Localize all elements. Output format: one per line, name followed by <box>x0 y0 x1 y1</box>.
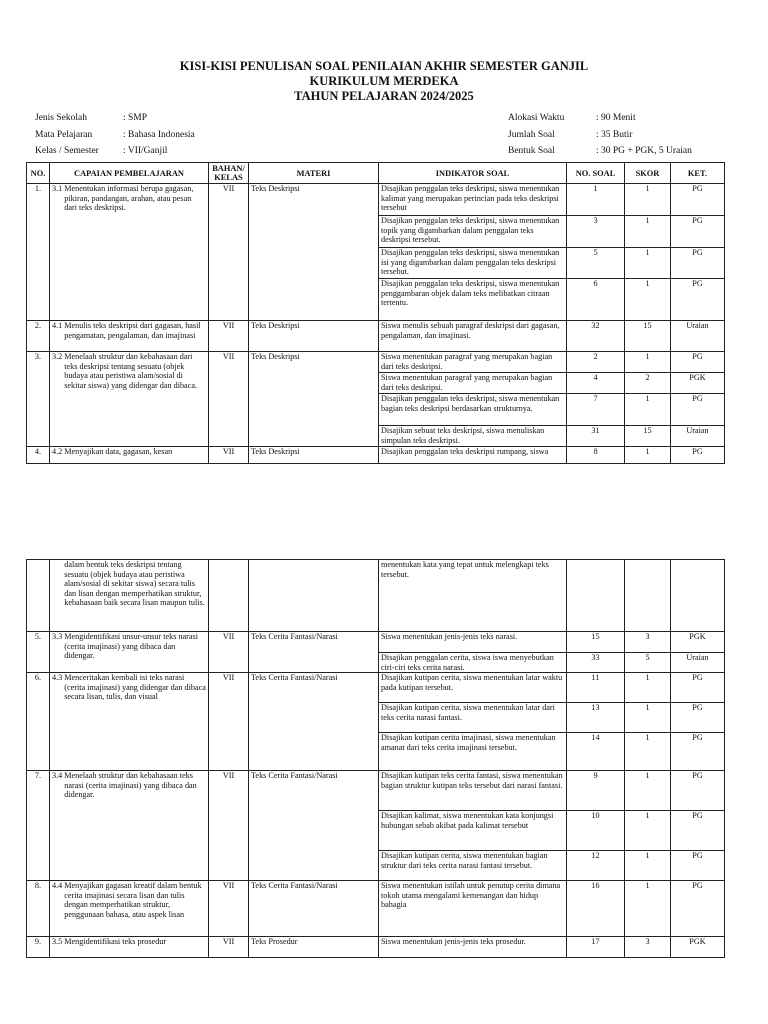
cell-ket: PG <box>671 216 725 248</box>
capaian-text: Mengidentifikasi unsur-unsur teks narasi (cerita imajinasi) yang dibaca dan didengar. <box>64 632 199 661</box>
cell-indikator: menentukan kata yang tepat untuk melengkapi teks tersebut. <box>379 560 567 632</box>
header-bahan-kelas <box>209 163 249 184</box>
cell-indikator: Siswa menentukan paragraf yang merupakan bagian dari teks deskripsi. <box>379 373 567 394</box>
cell-materi: Teks Cerita Fantasi/Narasi <box>249 673 379 771</box>
cell-ket: PG <box>671 733 725 771</box>
cell-ket: Uraian <box>671 321 725 352</box>
cell-kelas: VII <box>209 673 249 771</box>
cell-ket: PG <box>671 703 725 733</box>
info-label-mata-pelajaran: Mata Pelajaran <box>35 130 93 140</box>
table-row <box>27 632 725 653</box>
cell-indikator: Disajikan penggalan teks deskripsi rumpang, siswa <box>379 447 567 464</box>
cell-skor: 1 <box>625 771 671 811</box>
capaian-code: 4.3 <box>52 673 63 683</box>
cell-skor: 1 <box>625 703 671 733</box>
cell-no-soal: 2 <box>567 352 625 373</box>
cell-indikator: Disajikan kutipan teks cerita fantasi, siswa menentukan bagian struktur kutipan teks tersebut dari narasi fantasi. <box>379 771 567 811</box>
cell-kelas: VII <box>209 184 249 321</box>
cell-capaian <box>50 184 209 321</box>
cell-skor: 1 <box>625 851 671 881</box>
capaian-code: 3.1 <box>52 184 63 193</box>
cell-skor: 15 <box>625 426 671 447</box>
cell-indikator: Disajikan sebuat teks deskripsi, siswa menuliskan simpulan teks deskripsi. <box>379 426 567 447</box>
kisi-kisi-table-page1 <box>26 162 725 464</box>
capaian-content <box>52 352 206 390</box>
cell-ket: PG <box>671 279 725 321</box>
cell-skor: 1 <box>625 184 671 216</box>
info-value-bentuk-soal: : 30 PG + PGK, 5 Uraian <box>596 146 692 156</box>
header-no-soal: NO. SOAL <box>567 163 625 184</box>
cell-no: 6. <box>27 673 50 771</box>
cell-capaian <box>50 937 209 958</box>
cell-capaian <box>50 560 209 632</box>
cell-indikator: Disajikan penggalan teks deskripsi, siswa menentukan isi yang digambarkan dalam penggalan teks deskripsi tersebut. <box>379 248 567 279</box>
cell-kelas: VII <box>209 881 249 937</box>
capaian-content <box>52 673 206 702</box>
info-value-alokasi-waktu: : 90 Menit <box>596 113 636 123</box>
cell-kelas: VII <box>209 771 249 881</box>
capaian-code: 4.2 <box>52 447 63 456</box>
header-kelas: KELAS <box>214 173 243 182</box>
capaian-text: Menulis teks deskripsi dari gagasan, hasil pengamatan, pengalaman, dan imajinasi <box>64 321 201 340</box>
cell-no-soal: 12 <box>567 851 625 881</box>
cell-no: 5. <box>27 632 50 673</box>
cell-skor: 5 <box>625 653 671 673</box>
header-ket: KET. <box>671 163 725 184</box>
cell-skor <box>625 560 671 632</box>
cell-indikator: Siswa menentukan jenis-jenis teks narasi. <box>379 632 567 653</box>
cell-indikator: Disajikan kutipan cerita, siswa menentukan latar waktu pada kutipan tersebut. <box>379 673 567 703</box>
cell-indikator: Disajikan kalimat, siswa menentukan kata konjungsi hubungan sebab akibat pada kalimat tersebut <box>379 811 567 851</box>
info-value-jumlah-soal: : 35 Butir <box>596 130 633 140</box>
cell-skor: 15 <box>625 321 671 352</box>
table-row <box>27 673 725 703</box>
cell-indikator: Disajikan penggalan teks deskripsi, siswa menentukan kalimat yang merupakan perincian pada teks deskripsi tersebut <box>379 184 567 216</box>
cell-no-soal <box>567 560 625 632</box>
cell-skor: 1 <box>625 352 671 373</box>
info-label-jenis-sekolah: Jenis Sekolah <box>35 113 87 123</box>
info-value-jenis-sekolah: : SMP <box>123 113 148 123</box>
cell-indikator: Disajikan penggalan teks deskripsi, siswa menentukan topik yang digambarkan dalam penggalan teks deskripsi tersebut. <box>379 216 567 248</box>
cell-ket <box>671 560 725 632</box>
cell-ket: PG <box>671 394 725 426</box>
cell-ket: PGK <box>671 632 725 653</box>
cell-indikator: Siswa menulis sebuah paragraf deskripsi dari gagasan, pengalaman, dan imajinasi. <box>379 321 567 352</box>
capaian-text: Menyajikan gagasan kreatif dalam bentuk cerita imajinasi secara lisan dan tulis dengan memperhatikan struktur, penggunaan bahasa, atau aspek lisan <box>64 881 202 919</box>
capaian-code: 4.4 <box>52 881 63 891</box>
cell-skor: 1 <box>625 811 671 851</box>
cell-skor: 1 <box>625 248 671 279</box>
cell-capaian <box>50 321 209 352</box>
cell-indikator: Siswa menentukan istilah untuk penutup cerita dimana tokoh utama mengalami kemenangan dan hidup bahagia <box>379 881 567 937</box>
capaian-code: 3.3 <box>52 632 63 641</box>
cell-capaian <box>50 771 209 881</box>
cell-ket: PGK <box>671 937 725 958</box>
cell-no: 9. <box>27 937 50 958</box>
cell-skor: 1 <box>625 279 671 321</box>
table-header-row <box>27 163 725 184</box>
capaian-code: 3.4 <box>52 771 63 781</box>
cell-kelas <box>209 560 249 632</box>
capaian-text: Menceritakan kembali isi teks narasi (cerita imajinasi) yang didengar dan dibaca secara lisan, tulis, dan visual <box>64 673 206 702</box>
capaian-content <box>52 881 206 919</box>
cell-no-soal: 11 <box>567 673 625 703</box>
cell-indikator: Siswa menentukan jenis-jenis teks prosedur. <box>379 937 567 958</box>
cell-no-soal: 10 <box>567 811 625 851</box>
cell-materi: Teks Deskripsi <box>249 184 379 321</box>
cell-indikator: Disajikan kutipan cerita imajinasi, siswa menentukan amanat dari teks cerita imajinasi tersebut. <box>379 733 567 771</box>
header-no: NO. <box>27 163 50 184</box>
cell-skor: 3 <box>625 632 671 653</box>
cell-materi: Teks Cerita Fantasi/Narasi <box>249 771 379 881</box>
cell-kelas: VII <box>209 447 249 464</box>
capaian-text: Menelaah struktur dan kebahasaan teks narasi (cerita imajinasi) yang dibaca dan didengar. <box>64 771 197 800</box>
table-row <box>27 937 725 958</box>
cell-no: 7. <box>27 771 50 881</box>
cell-no: 4. <box>27 447 50 464</box>
capaian-content <box>52 632 206 661</box>
header-capaian: CAPAIAN PEMBELAJARAN <box>50 163 209 184</box>
header-skor: SKOR <box>625 163 671 184</box>
cell-no: 2. <box>27 321 50 352</box>
cell-skor: 1 <box>625 394 671 426</box>
cell-no-soal: 15 <box>567 632 625 653</box>
table-row <box>27 771 725 811</box>
cell-no-soal: 4 <box>567 373 625 394</box>
cell-indikator: Disajikan kutipan cerita, siswa menentukan latar dari teks cerita narasi fantasi. <box>379 703 567 733</box>
capaian-content <box>52 937 206 947</box>
info-label-alokasi-waktu: Alokasi Waktu <box>508 113 565 123</box>
table-row <box>27 447 725 464</box>
cell-capaian <box>50 352 209 447</box>
cell-no-soal: 3 <box>567 216 625 248</box>
cell-no-soal: 1 <box>567 184 625 216</box>
table-row <box>27 321 725 352</box>
capaian-text: Menentukan informasi berupa gagasan, pikiran, pandangan, arahan, atau pesan dari teks deskripsi. <box>64 184 194 213</box>
capaian-text: Menelaah struktur dan kebahasaan dari teks deskripsi tentang sesuatu (objek budaya atau peristiwa alam/sosial di sekitar siswa) yang didengar dan dibaca. <box>64 352 198 390</box>
cell-skor: 2 <box>625 373 671 394</box>
cell-no-soal: 7 <box>567 394 625 426</box>
cell-capaian <box>50 632 209 673</box>
cell-ket: PG <box>671 673 725 703</box>
cell-materi: Teks Cerita Fantasi/Narasi <box>249 881 379 937</box>
cell-ket: PG <box>671 811 725 851</box>
cell-skor: 1 <box>625 673 671 703</box>
table-row <box>27 352 725 373</box>
cell-capaian <box>50 881 209 937</box>
cell-kelas: VII <box>209 352 249 447</box>
cell-indikator: Disajikan penggalan teks deskripsi, siswa menentukan penggambaran objek dalam teks melibatkan citraan tertentu. <box>379 279 567 321</box>
capaian-text: Mengidentifikasi teks prosedur <box>64 937 167 947</box>
cell-materi: Teks Deskripsi <box>249 447 379 464</box>
cell-no-soal: 5 <box>567 248 625 279</box>
doc-title-line1: KISI-KISI PENULISAN SOAL PENILAIAN AKHIR SEMESTER GANJIL <box>179 59 589 73</box>
header-bahan: BAHAN/ <box>212 164 245 173</box>
cell-indikator: Disajikan kutipan cerita, siswa menentukan bagian struktur dari teks cerita narasi fantasi tersebut. <box>379 851 567 881</box>
cell-no-soal: 33 <box>567 653 625 673</box>
capaian-content <box>52 321 206 340</box>
cell-ket: Uraian <box>671 653 725 673</box>
doc-title-line2: KURIKULUM MERDEKA <box>309 74 459 88</box>
cell-ket: PG <box>671 352 725 373</box>
capaian-content <box>52 184 206 213</box>
capaian-content <box>52 447 206 457</box>
info-value-mata-pelajaran: : Bahasa Indonesia <box>123 130 195 140</box>
cell-materi: Teks Cerita Fantasi/Narasi <box>249 632 379 673</box>
cell-skor: 1 <box>625 881 671 937</box>
cell-ket: PG <box>671 447 725 464</box>
cell-ket: PGK <box>671 373 725 394</box>
cell-kelas: VII <box>209 632 249 673</box>
cell-no-soal: 17 <box>567 937 625 958</box>
cell-ket: Uraian <box>671 426 725 447</box>
cell-no-soal: 14 <box>567 733 625 771</box>
capaian-text: Menyajikan data, gagasan, kesan <box>64 447 173 456</box>
cell-no-soal: 6 <box>567 279 625 321</box>
table-row-continued <box>27 560 725 632</box>
cell-no: 1. <box>27 184 50 321</box>
cell-materi <box>249 560 379 632</box>
cell-no: 3. <box>27 352 50 447</box>
cell-ket: PG <box>671 881 725 937</box>
info-label-bentuk-soal: Bentuk Soal <box>508 146 555 156</box>
cell-kelas: VII <box>209 937 249 958</box>
table-row <box>27 881 725 937</box>
capaian-code: 3.5 <box>52 937 63 947</box>
info-label-kelas-semester: Kelas / Semester <box>35 146 99 156</box>
cell-no-soal: 32 <box>567 321 625 352</box>
capaian-code: 4.1 <box>52 321 63 330</box>
table-row <box>27 184 725 216</box>
cell-ket: PG <box>671 851 725 881</box>
cell-skor: 1 <box>625 447 671 464</box>
cell-ket: PG <box>671 771 725 811</box>
cell-indikator: Siswa menentukan paragraf yang merupakan bagian dari teks deskripsi. <box>379 352 567 373</box>
cell-ket: PG <box>671 248 725 279</box>
header-materi: MATERI <box>249 163 379 184</box>
cell-skor: 3 <box>625 937 671 958</box>
cell-no-soal: 9 <box>567 771 625 811</box>
cell-kelas: VII <box>209 321 249 352</box>
cell-no-soal: 8 <box>567 447 625 464</box>
cell-ket: PG <box>671 184 725 216</box>
cell-capaian <box>50 447 209 464</box>
cell-indikator: Disajikan penggalan teks deskripsi, siswa menentukan bagian teks deskripsi berdasarkan strukturnya. <box>379 394 567 426</box>
cell-indikator: Disajikan penggalan cerita, siswa iswa menyebutkan ciri-ciri teks cerita narasi. <box>379 653 567 673</box>
kisi-kisi-table-page2 <box>26 559 725 958</box>
cell-materi: Teks Prosedur <box>249 937 379 958</box>
cell-materi: Teks Deskripsi <box>249 352 379 447</box>
info-label-jumlah-soal: Jumlah Soal <box>508 130 555 140</box>
cell-skor: 1 <box>625 733 671 771</box>
capaian-content <box>52 771 206 800</box>
header-indikator: INDIKATOR SOAL <box>379 163 567 184</box>
capaian-text-continued: dalam bentuk teks deskripsi tentang sesuatu (objek budaya atau peristiwa alam/sosial di sekitar siswa) secara tulis dan lisan dengan memperhatikan struktur, kebahasaan baik secara lisan maupun tulis. <box>64 560 205 608</box>
cell-materi: Teks Deskripsi <box>249 321 379 352</box>
cell-no <box>27 560 50 632</box>
doc-title-line3: TAHUN PELAJARAN 2024/2025 <box>294 89 474 103</box>
cell-no: 8. <box>27 881 50 937</box>
capaian-code: 3.2 <box>52 352 63 361</box>
cell-no-soal: 13 <box>567 703 625 733</box>
cell-skor: 1 <box>625 216 671 248</box>
cell-no-soal: 31 <box>567 426 625 447</box>
cell-capaian <box>50 673 209 771</box>
cell-no-soal: 16 <box>567 881 625 937</box>
info-value-kelas-semester: : VII/Ganjil <box>123 146 168 156</box>
